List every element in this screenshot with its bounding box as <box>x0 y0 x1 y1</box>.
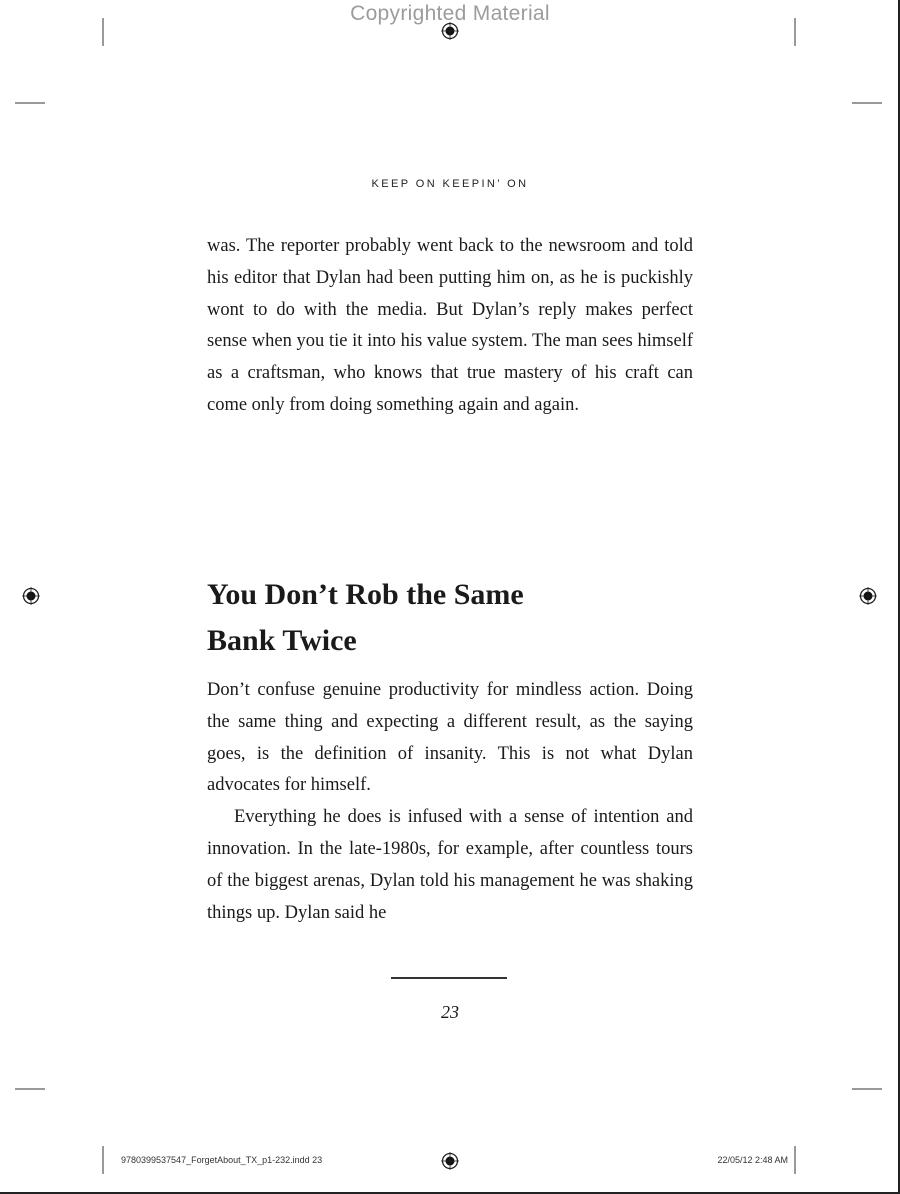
registration-mark-icon <box>22 587 40 605</box>
running-head: KEEP ON KEEPIN’ ON <box>371 178 529 190</box>
slug-timestamp: 22/05/12 2:48 AM <box>717 1155 788 1165</box>
folio-rule <box>391 977 507 979</box>
body-text-section <box>207 675 693 929</box>
crop-mark-right-upper <box>852 102 882 104</box>
paragraph: Everything he does is infused with a sense of intention and innovation. In the late-1980s, for example, after countless tours of the biggest arenas, Dylan told his management he was shaking things up. Dylan said he <box>207 807 693 923</box>
section-heading-line-2: Bank Twice <box>207 624 357 657</box>
slug-filename: 9780399537547_ForgetAbout_TX_p1-232.indd 23 <box>121 1155 323 1165</box>
crop-mark-left-upper <box>15 102 45 104</box>
paragraph: Don’t confuse genuine productivity for mindless action. Doing the same thing and expecting a different result, as the saying goes, is the definition of insanity. This is not what Dylan advocates for himself. <box>207 680 693 796</box>
registration-mark-icon <box>441 22 459 40</box>
registration-mark-icon <box>859 587 877 605</box>
section-heading <box>207 572 693 664</box>
section-heading-line-1: You Don’t Rob the Same <box>207 578 524 611</box>
crop-mark-left-lower <box>15 1088 45 1090</box>
crop-mark-top-right <box>794 18 796 46</box>
copyright-watermark: Copyrighted Material <box>350 2 550 25</box>
crop-mark-bottom-right <box>794 1146 796 1174</box>
registration-mark-icon <box>441 1152 459 1170</box>
body-text-top <box>207 231 693 422</box>
page-number: 23 <box>441 1002 459 1022</box>
paragraph: was. The reporter probably went back to the newsroom and told his editor that Dylan had been putting him on, as he is puckishly wont to do with the media. But Dylan’s reply makes perfect sense when you tie it into his value system. The man sees himself as a craftsman, who knows that true mastery of his craft can come only from doing something again and again. <box>207 236 693 415</box>
crop-mark-bottom-left <box>102 1146 104 1174</box>
crop-mark-right-lower <box>852 1088 882 1090</box>
crop-mark-top-left <box>102 18 104 46</box>
